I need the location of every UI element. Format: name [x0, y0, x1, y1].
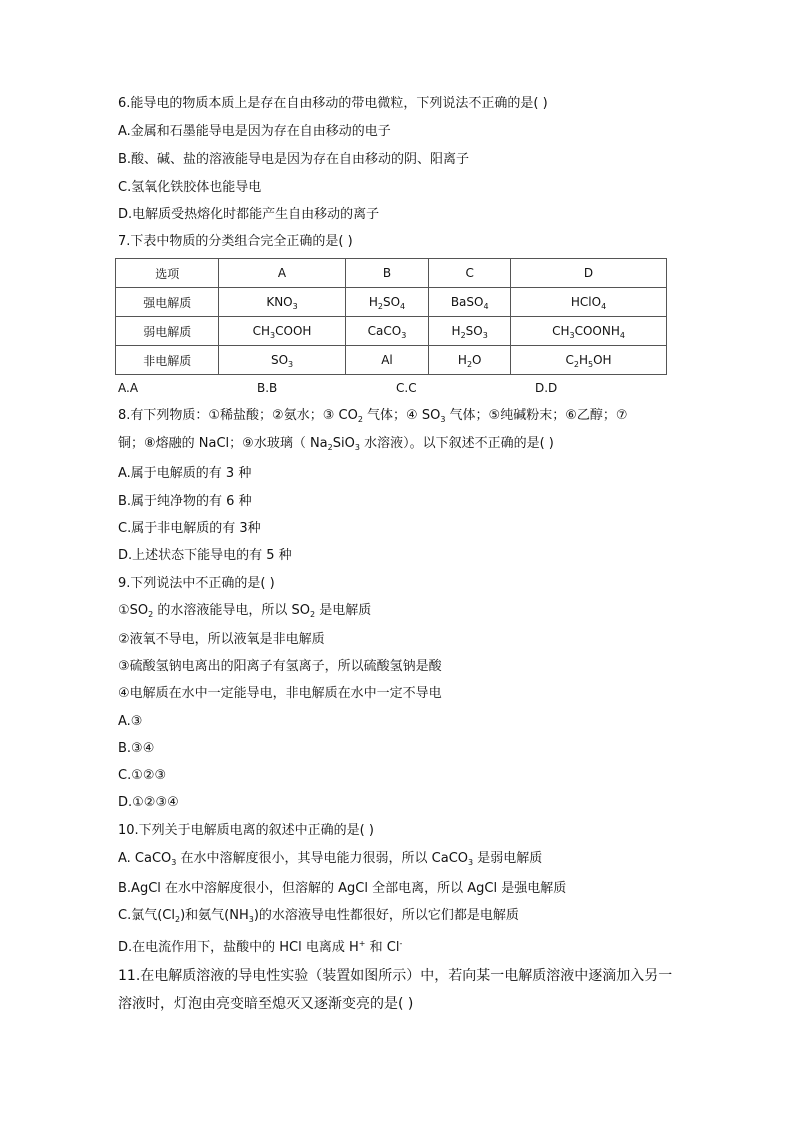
- q10-option-b: B.AgCl 在水中溶解度很小，但溶解的 AgCl 全部电离，所以 AgCl 是强电解质: [118, 881, 567, 896]
- table-cell: $CH_3COONH_4$: [511, 317, 667, 346]
- q9-statement-3: ③硫酸氢钠电离出的阳离子有氢离子，所以硫酸氢钠是酸: [118, 659, 442, 674]
- q6-option-c: C.氢氧化铁胶体也能导电: [118, 180, 262, 195]
- q7-option-d: D.D: [535, 381, 558, 395]
- table-row: [116, 346, 667, 375]
- q8-option-c: C.属于非电解质的有 3种: [118, 521, 261, 536]
- q6-option-a: A.金属和石墨能导电是因为存在自由移动的电子: [118, 124, 391, 139]
- table-cell: $H_2SO_3$: [429, 317, 511, 346]
- q10-option-c: C.氯气$(Cl_2)$和氨气$(NH_3)$的水溶液导电性都很好，所以它们都是电解质: [118, 908, 519, 924]
- q6-option-d: D.电解质受热熔化时都能产生自由移动的离子: [118, 207, 380, 222]
- q7-option-a: A.A: [118, 381, 139, 395]
- q9-stem: 9.下列说法中不正确的是( ): [118, 576, 275, 591]
- q6-option-b: B.酸、碱、盐的溶液能导电是因为存在自由移动的阴、阳离子: [118, 152, 470, 167]
- q11-stem-line1: 11.在电解质溶液的导电性实验（装置如图所示）中，若向某一电解质溶液中逐滴加入另一: [118, 968, 673, 984]
- q9-statement-4: ④电解质在水中一定能导电，非电解质在水中一定不导电: [118, 686, 442, 701]
- q9-statement-2: ②液氧不导电，所以液氧是非电解质: [118, 632, 325, 647]
- q9-option-d: D.①②③④: [118, 795, 179, 810]
- q9-option-b: B.③④: [118, 741, 155, 756]
- q8-stem-line2: 铜；⑧熔融的 NaCl；⑨水玻璃（ $Na_2SiO_3$ 水溶液）。以下叙述不正确的是( ): [118, 436, 554, 452]
- table-cell: $C_2H_5OH$: [511, 346, 667, 375]
- table-cell: $H_2O$: [429, 346, 511, 375]
- table-cell: $CH_3COOH$: [219, 317, 345, 346]
- row-label: 非电解质: [116, 346, 219, 375]
- table-cell: Al: [345, 346, 429, 375]
- q9-statement-1: $①SO_2$ 的水溶液能导电，所以 $SO_2$ 是电解质: [118, 603, 372, 619]
- q10-option-a: A. CaCO$_3$ 在水中溶解度很小，其导电能力很弱，所以 CaCO$_3$ 是弱电解质: [118, 851, 543, 867]
- table-header-cell: D: [511, 259, 667, 288]
- q8-option-b: B.属于纯净物的有 6 种: [118, 494, 252, 509]
- q10-option-d: D.在电流作用下，盐酸中的 HCl 电离成 H+ 和 Cl-: [118, 939, 403, 955]
- q6-stem: 6.能导电的物质本质上是存在自由移动的带电微粒，下列说法不正确的是( ): [118, 96, 548, 111]
- classification-table: [115, 258, 667, 375]
- row-label: 弱电解质: [116, 317, 219, 346]
- q8-stem-line1: 8.有下列物质：①稀盐酸；②氨水；③ $CO_2$ 气体；④ $SO_3$ 气体；⑤纯碱粉末；⑥乙醇；⑦: [118, 408, 628, 424]
- table-header-cell: C: [429, 259, 511, 288]
- q11-stem-line2: 溶液时，灯泡由亮变暗至熄灭又逐渐变亮的是( ): [118, 996, 414, 1012]
- q8-option-d: D.上述状态下能导电的有 5 种: [118, 548, 292, 563]
- table-cell: HClO$_4$: [511, 288, 667, 317]
- q9-option-c: C.①②③: [118, 768, 167, 783]
- table-header-cell: A: [219, 259, 345, 288]
- q7-stem: 7.下表中物质的分类组合完全正确的是( ): [118, 234, 353, 249]
- table-cell: CaCO$_3$: [345, 317, 429, 346]
- table-cell: $KNO_3$: [219, 288, 345, 317]
- table-cell: $H_2SO_4$: [345, 288, 429, 317]
- table-cell: BaSO$_4$: [429, 288, 511, 317]
- q9-option-a: A.③: [118, 714, 143, 729]
- q7-option-b: B.B: [257, 381, 278, 395]
- table-header-cell: 选项: [116, 259, 219, 288]
- table-header-cell: B: [345, 259, 429, 288]
- q10-stem: 10.下列关于电解质电离的叙述中正确的是( ): [118, 823, 374, 838]
- table-cell: $SO_3$: [219, 346, 345, 375]
- q8-option-a: A.属于电解质的有 3 种: [118, 466, 252, 481]
- table-row: [116, 317, 667, 346]
- row-label: 强电解质: [116, 288, 219, 317]
- table-header-row: [116, 259, 667, 288]
- table-row: [116, 288, 667, 317]
- q7-option-c: C.C: [396, 381, 417, 395]
